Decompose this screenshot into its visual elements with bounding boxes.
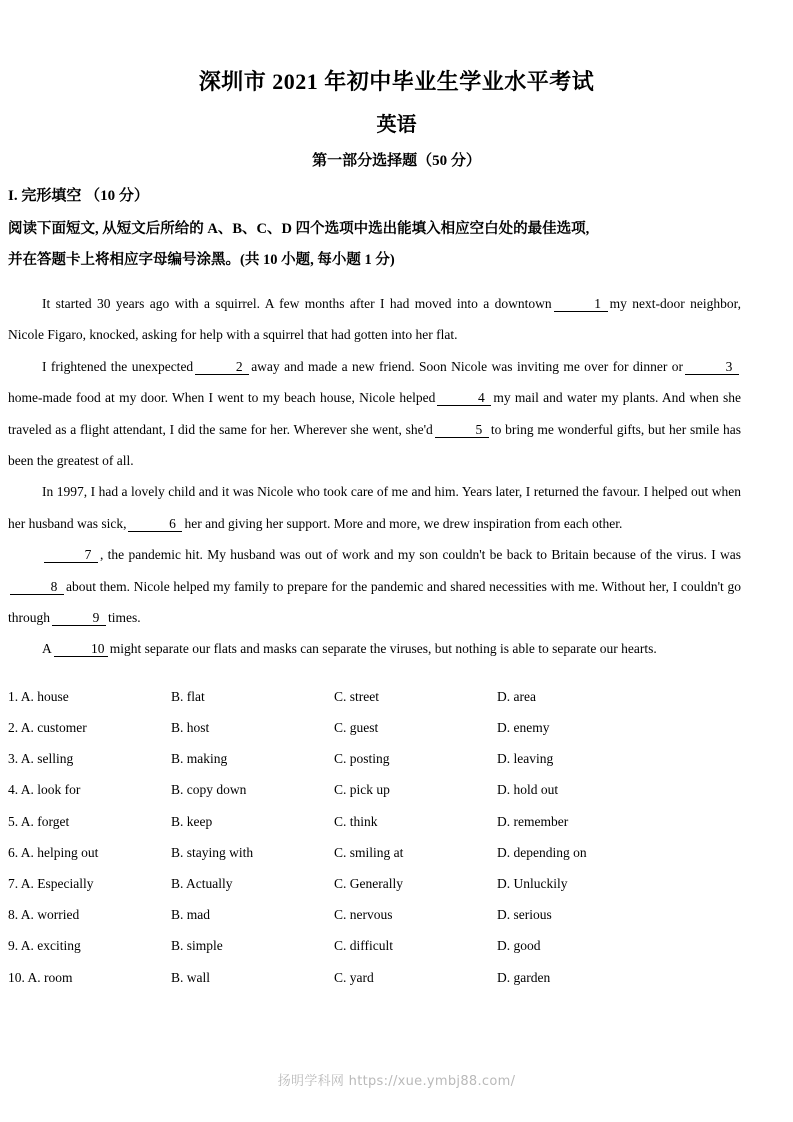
option-choice-b[interactable]: B. flat bbox=[171, 688, 205, 704]
option-choice-a[interactable]: 5. A. forget bbox=[8, 813, 70, 829]
option-choice-d[interactable]: D. area bbox=[497, 688, 536, 704]
option-choice-a[interactable]: 7. A. Especially bbox=[8, 876, 94, 891]
option-choice-d[interactable]: D. Unluckily bbox=[497, 876, 568, 891]
passage-text: might separate our flats and masks can separate the viruses, but nothing is able to separate our hearts. bbox=[109, 641, 657, 657]
passage-text: to bring me wonderful gifts, but her smile has been the greatest of all. bbox=[8, 421, 741, 469]
passage-paragraph-1 bbox=[8, 288, 741, 351]
option-choice-c[interactable]: C. street bbox=[334, 688, 379, 704]
option-choice-d[interactable]: D. enemy bbox=[497, 720, 550, 736]
passage-text: away and made a new friend. Soon Nicole was inviting me over for dinner or bbox=[251, 358, 684, 374]
passage-text: , the pandemic hit. My husband was out of work and my son couldn't be back to Britain because of the virus. I was bbox=[100, 547, 741, 563]
option-choice-a[interactable]: 10. A. room bbox=[8, 969, 73, 985]
blank-1[interactable]: 1 bbox=[554, 296, 608, 312]
passage-text: I frightened the unexpected bbox=[42, 358, 194, 374]
option-choice-a[interactable]: 4. A. look for bbox=[8, 782, 81, 798]
option-row bbox=[8, 899, 741, 930]
blank-5[interactable]: 5 bbox=[435, 422, 489, 438]
passage-text: times. bbox=[108, 610, 141, 626]
answer-options-list bbox=[0, 665, 793, 993]
option-choice-c[interactable]: C. posting bbox=[334, 751, 390, 767]
option-choice-b[interactable]: B. host bbox=[171, 720, 210, 736]
passage-text: It started 30 years ago with a squirrel. A few months after I had moved into a downtown bbox=[42, 296, 552, 311]
option-row bbox=[8, 930, 741, 961]
option-choice-a[interactable]: 6. A. helping out bbox=[8, 844, 99, 860]
option-choice-a[interactable]: 1. A. house bbox=[8, 688, 69, 704]
option-row bbox=[8, 962, 741, 993]
option-choice-c[interactable]: C. smiling at bbox=[334, 844, 404, 860]
cloze-passage bbox=[0, 276, 793, 665]
option-choice-b[interactable]: B. mad bbox=[171, 907, 210, 923]
option-choice-a[interactable]: 8. A. worried bbox=[8, 907, 80, 923]
passage-text: her and giving her support. More and more, we drew inspiration from each other. bbox=[184, 515, 623, 531]
blank-9[interactable]: 9 bbox=[52, 610, 106, 626]
page-title: 深圳市 2021 年初中毕业生学业水平考试 bbox=[198, 69, 595, 94]
option-row bbox=[8, 681, 741, 712]
section-instructions bbox=[0, 208, 793, 276]
passage-paragraph-4 bbox=[8, 539, 741, 633]
section-heading: I. 完形填空 （10 分） bbox=[8, 188, 149, 204]
passage-paragraph-5 bbox=[8, 633, 741, 664]
part-heading: 第一部分选择题（50 分） bbox=[312, 153, 481, 169]
passage-text: my next-door neighbor, Nicole Figaro, knocked, asking for help with a squirrel that had gotten into her flat. bbox=[8, 296, 741, 343]
blank-8[interactable]: 8 bbox=[10, 579, 64, 595]
option-choice-c[interactable]: C. difficult bbox=[334, 938, 393, 954]
subject-title: 英语 bbox=[376, 114, 417, 136]
passage-text: In 1997, I had a lovely child and it was Nicole who took care of me and him. Years later, I returned the favour. I helped out when her husband was sick, bbox=[8, 484, 741, 531]
instruction-line-1: 阅读下面短文, 从短文后所给的 A、B、C、D 四个选项中选出能填入相应空白处的最佳选项, bbox=[8, 221, 590, 237]
option-choice-d[interactable]: D. serious bbox=[497, 907, 552, 923]
passage-text: my mail and water my plants. And when she traveled as a flight attendant, I did the same for her. Wherever she went, she'd bbox=[8, 390, 741, 437]
option-choice-d[interactable]: D. remember bbox=[497, 813, 569, 829]
passage-paragraph-2 bbox=[8, 351, 741, 477]
passage-text: home-made food at my door. When I went to my beach house, Nicole helped bbox=[8, 390, 436, 406]
option-choice-d[interactable]: D. garden bbox=[497, 969, 551, 985]
option-row bbox=[8, 743, 741, 774]
watermark: 扬明学科网 https://xue.ymbj88.com/ bbox=[277, 1074, 516, 1089]
option-choice-c[interactable]: C. yard bbox=[334, 969, 374, 985]
option-choice-d[interactable]: D. depending on bbox=[497, 844, 587, 860]
option-choice-c[interactable]: C. nervous bbox=[334, 907, 393, 923]
option-choice-c[interactable]: C. guest bbox=[334, 720, 379, 736]
option-choice-c[interactable]: C. Generally bbox=[334, 876, 403, 891]
option-choice-b[interactable]: B. Actually bbox=[171, 876, 233, 891]
option-choice-a[interactable]: 2. A. customer bbox=[8, 720, 87, 736]
passage-paragraph-3 bbox=[8, 476, 741, 539]
option-row bbox=[8, 806, 741, 837]
option-choice-c[interactable]: C. pick up bbox=[334, 782, 390, 798]
option-choice-b[interactable]: B. keep bbox=[171, 813, 213, 829]
blank-4[interactable]: 4 bbox=[437, 390, 491, 406]
option-choice-d[interactable]: D. leaving bbox=[497, 751, 554, 767]
blank-7[interactable]: 7 bbox=[44, 547, 98, 563]
option-row bbox=[8, 837, 741, 868]
option-choice-d[interactable]: D. good bbox=[497, 938, 541, 954]
blank-10[interactable]: 10 bbox=[54, 641, 108, 657]
option-choice-a[interactable]: 3. A. selling bbox=[8, 751, 74, 767]
option-choice-d[interactable]: D. hold out bbox=[497, 782, 559, 798]
option-row bbox=[8, 774, 741, 805]
blank-3[interactable]: 3 bbox=[685, 359, 739, 375]
option-choice-b[interactable]: B. wall bbox=[171, 969, 210, 985]
instruction-line-2: 并在答题卡上将相应字母编号涂黑。(共 10 小题, 每小题 1 分) bbox=[8, 252, 395, 268]
option-row bbox=[8, 712, 741, 743]
option-choice-b[interactable]: B. copy down bbox=[171, 782, 247, 798]
option-choice-b[interactable]: B. staying with bbox=[171, 844, 254, 860]
blank-2[interactable]: 2 bbox=[195, 359, 249, 375]
option-choice-a[interactable]: 9. A. exciting bbox=[8, 938, 81, 954]
passage-text: about them. Nicole helped my family to prepare for the pandemic and shared necessities with me. Without her, I couldn't go through bbox=[8, 578, 741, 626]
blank-6[interactable]: 6 bbox=[128, 516, 182, 532]
option-choice-c[interactable]: C. think bbox=[334, 813, 378, 829]
passage-text: A bbox=[42, 641, 52, 657]
option-row bbox=[8, 868, 741, 899]
option-choice-b[interactable]: B. making bbox=[171, 751, 228, 767]
option-choice-b[interactable]: B. simple bbox=[171, 938, 223, 954]
